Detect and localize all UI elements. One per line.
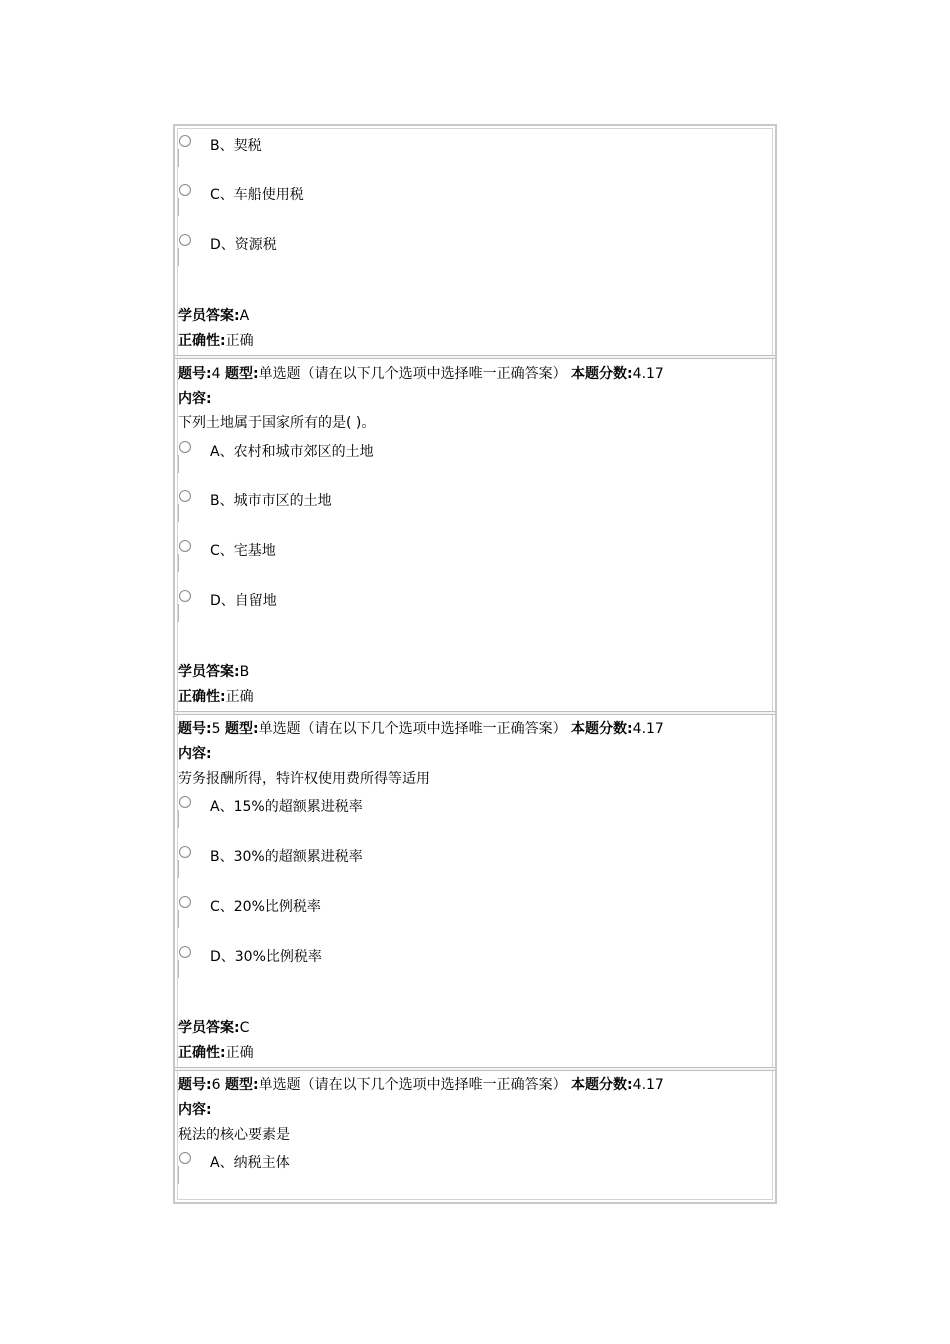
q4-correctness [178,688,254,706]
q5-option-b[interactable] [178,846,738,878]
q6-option-a[interactable] [178,1152,738,1184]
q6-header [178,1076,664,1094]
question-number: 5 [211,721,221,737]
q6-question-text: 税法的核心要素是 [178,1127,290,1143]
q5-correctness [178,1044,254,1062]
option-label: C、车船使用税 [210,187,304,203]
answer-label: 学员答案: [178,308,240,324]
q6-content-label: 内容: [178,1102,212,1118]
question-separator [175,1067,775,1071]
option-divider [178,960,179,978]
option-label: D、自留地 [210,593,277,609]
q5-header [178,720,664,738]
option-label: D、30%比例税率 [210,949,322,965]
option-label: D、资源税 [210,237,277,253]
q3-option-b[interactable] [178,135,738,167]
option-divider [178,504,179,522]
option-divider [178,810,179,828]
q4-option-b[interactable] [178,490,738,522]
option-label: B、30%的超额累进税率 [210,849,363,865]
q3-correctness [178,332,254,350]
option-divider [178,198,179,216]
q4-option-d[interactable] [178,590,738,622]
question-type-label: 题型: [224,366,259,382]
q5-student-answer [178,1019,249,1037]
question-type-label: 题型: [224,1077,259,1093]
q3-option-c[interactable] [178,184,738,216]
q4-header [178,365,664,383]
option-divider [178,1166,179,1184]
answer-label: 学员答案: [178,1020,240,1036]
q4-question-text: 下列土地属于国家所有的是( )。 [178,415,376,431]
answer-value: B [239,664,250,680]
q5-question-text: 劳务报酬所得，特许权使用费所得等适用 [178,771,430,787]
q5-content-label: 内容: [178,746,212,762]
question-separator [175,711,775,715]
radio-icon[interactable] [179,490,191,502]
option-label: B、城市市区的土地 [210,493,332,509]
q4-student-answer [178,663,249,681]
correctness-value: 正确 [225,689,254,705]
radio-icon[interactable] [179,796,191,808]
question-number-label: 题号: [178,366,212,382]
score-value: 4.17 [632,366,664,382]
correctness-value: 正确 [225,1045,254,1061]
question-type: 单选题（请在以下几个选项中选择唯一正确答案） [258,1077,567,1093]
question-type: 单选题（请在以下几个选项中选择唯一正确答案） [258,721,567,737]
radio-icon[interactable] [179,234,191,246]
option-label: B、契税 [210,138,262,154]
radio-icon[interactable] [179,184,191,196]
correctness-value: 正确 [225,333,254,349]
radio-icon[interactable] [179,590,191,602]
answer-value: A [239,308,250,324]
answer-label: 学员答案: [178,664,240,680]
radio-icon[interactable] [179,540,191,552]
radio-icon[interactable] [179,946,191,958]
q3-option-d[interactable] [178,234,738,266]
radio-icon[interactable] [179,846,191,858]
score-label: 本题分数: [571,366,633,382]
option-label: A、纳税主体 [210,1155,290,1171]
correctness-label: 正确性: [178,333,226,349]
radio-icon[interactable] [179,1152,191,1164]
score-value: 4.17 [632,721,664,737]
question-number: 4 [211,366,221,382]
option-label: A、农村和城市郊区的土地 [210,444,374,460]
score-label: 本题分数: [571,1077,633,1093]
score-label: 本题分数: [571,721,633,737]
correctness-label: 正确性: [178,1045,226,1061]
q5-option-c[interactable] [178,896,738,928]
question-type-label: 题型: [224,721,259,737]
question-number: 6 [211,1077,221,1093]
question-type: 单选题（请在以下几个选项中选择唯一正确答案） [258,366,567,382]
q5-option-d[interactable] [178,946,738,978]
option-divider [178,455,179,473]
option-divider [178,910,179,928]
radio-icon[interactable] [179,135,191,147]
option-divider [178,248,179,266]
q4-content-label: 内容: [178,391,212,407]
radio-icon[interactable] [179,441,191,453]
option-divider [178,149,179,167]
option-label: C、宅基地 [210,543,276,559]
correctness-label: 正确性: [178,689,226,705]
q4-option-a[interactable] [178,441,738,473]
option-divider [178,554,179,572]
option-label: A、15%的超额累进税率 [210,799,363,815]
q3-student-answer [178,307,249,325]
q4-option-c[interactable] [178,540,738,572]
q5-option-a[interactable] [178,796,738,828]
score-value: 4.17 [632,1077,664,1093]
question-number-label: 题号: [178,721,212,737]
radio-icon[interactable] [179,896,191,908]
question-separator [175,355,775,359]
answer-value: C [239,1020,250,1036]
option-label: C、20%比例税率 [210,899,321,915]
question-number-label: 题号: [178,1077,212,1093]
quiz-frame [173,124,777,1204]
option-divider [178,604,179,622]
option-divider [178,860,179,878]
